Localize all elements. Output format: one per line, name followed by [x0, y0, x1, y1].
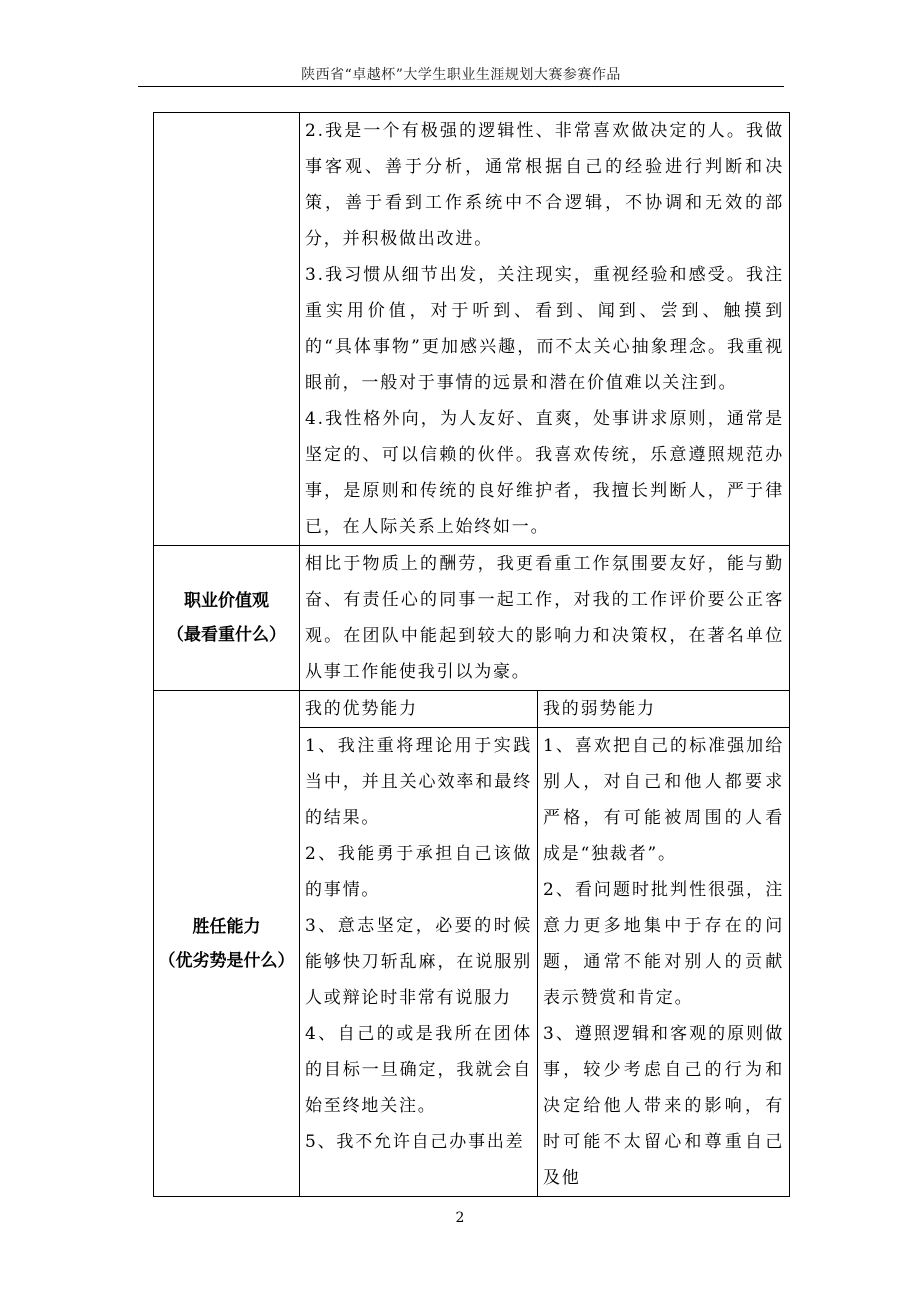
- personality-paragraph: 3.我习惯从细节出发，关注现实，重视经验和感受。我注重实用价值，对于听到、看到、闻到、尝到、触摸到的“具体事物”更加感兴趣，而不太关心抽象理念。我重视眼前，一般对于事情的远景和潜在价值难以关注到。: [305, 265, 784, 393]
- weakness-item: 1、喜欢把自己的标准强加给别人，对自己和他人都要求严格，有可能被周围的人看成是“独裁者”。: [543, 736, 784, 864]
- career-plan-table: [153, 112, 790, 1197]
- values-label-cell: [154, 546, 300, 691]
- competence-label-cell: [154, 691, 300, 1197]
- personality-text-cell: [300, 113, 790, 546]
- personality-row: [154, 113, 790, 546]
- competence-header-row: [154, 691, 790, 728]
- competence-sublabel: （优劣势是什么）: [158, 950, 295, 971]
- weaknesses-cell: [538, 728, 790, 1197]
- personality-label-cell: [154, 113, 300, 546]
- values-sublabel: （最看重什么）: [167, 625, 286, 645]
- values-text: 相比于物质上的酬劳，我更看重工作氛围要友好，能与勤奋、有责任心的同事一起工作，对我的工作评价要公正客观。在团队中能起到较大的影响力和决策权，在著名单位从事工作能使我引以为豪。: [305, 554, 784, 682]
- competence-label: 胜任能力: [192, 916, 261, 937]
- strength-item: 3、意志坚定，必要的时候能够快刀斩乱麻，在说服别人或辩论时非常有说服力: [305, 916, 532, 1008]
- header-rule: [138, 86, 784, 87]
- strengths-header: 我的优势能力: [300, 691, 538, 728]
- strength-item: 2、我能勇于承担自己该做的事情。: [305, 844, 532, 900]
- values-text-cell: [300, 546, 790, 691]
- personality-paragraph: 4.我性格外向，为人友好、直爽，处事讲求原则，通常是坚定的、可以信赖的伙伴。我喜欢传统，乐意遵照规范办事，是原则和传统的良好维护者，我擅长判断人，严于律已，在人际关系上始终如一。: [305, 409, 784, 537]
- weakness-item: 2、看问题时批判性很强，注意力更多地集中于存在的问题，通常不能对别人的贡献表示赞赏和肯定。: [543, 880, 784, 1008]
- page-header: 陕西省“卓越杯”大学生职业生涯规划大赛参赛作品: [301, 67, 621, 83]
- values-label: 职业价值观: [184, 591, 269, 611]
- personality-paragraph: 2.我是一个有极强的逻辑性、非常喜欢做决定的人。我做事客观、善于分析，通常根据自己的经验进行判断和决策，善于看到工作系统中不合逻辑，不协调和无效的部分，并积极做出改进。: [305, 121, 784, 249]
- strength-item: 5、我不允许自己办事出差: [305, 1132, 525, 1152]
- page-number: 2: [455, 1210, 465, 1226]
- strength-item: 4、自己的或是我所在团体的目标一旦确定，我就会自始至终地关注。: [305, 1024, 532, 1116]
- values-row: [154, 546, 790, 691]
- strengths-cell: [300, 728, 538, 1197]
- weakness-item: 3、遵照逻辑和客观的原则做事，较少考虑自己的行为和决定给他人带来的影响，有时可能不太留心和尊重自己及他: [543, 1024, 784, 1188]
- weaknesses-header: 我的弱势能力: [538, 691, 790, 728]
- strength-item: 1、我注重将理论用于实践当中，并且关心效率和最终的结果。: [305, 736, 532, 828]
